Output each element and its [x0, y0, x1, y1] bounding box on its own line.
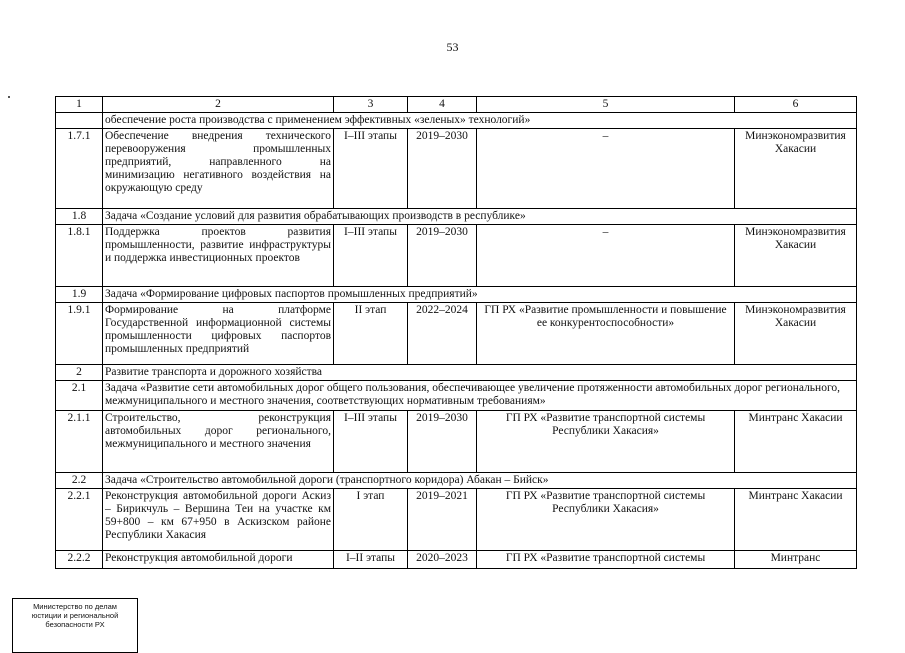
program-cell: – [477, 129, 735, 209]
executor-cell: Минэкономразвития Хакасии [735, 225, 857, 287]
scan-speck [8, 96, 10, 98]
stage-cell: I этап [334, 489, 408, 551]
measure-description-cell: Поддержка проектов развития промышленности, развитие инфраструктуры и поддержка инвестиционных проектов [103, 225, 334, 287]
header-cell-1: 1 [56, 97, 103, 113]
header-cell-3: 3 [334, 97, 408, 113]
executor-cell: Минтранс Хакасии [735, 411, 857, 473]
stamp-line-3: безопасности РХ [45, 620, 105, 629]
row-number-cell: 2.1 [56, 381, 103, 411]
stage-cell: I–III этапы [334, 411, 408, 473]
row-number-cell: 1.8 [56, 209, 103, 225]
table-row-measure [56, 303, 857, 365]
program-cell: ГП РХ «Развитие транспортной системы Республики Хакасия» [477, 411, 735, 473]
program-cell: ГП РХ «Развитие транспортной системы Республики Хакасия» [477, 489, 735, 551]
table-row-task [56, 113, 857, 129]
row-number-cell: 1.9.1 [56, 303, 103, 365]
row-number-cell: 2.2 [56, 473, 103, 489]
stage-cell: I–III этапы [334, 225, 408, 287]
years-cell: 2019–2030 [408, 225, 477, 287]
table-body [56, 97, 857, 569]
table-row-task [56, 209, 857, 225]
measure-description-cell: Реконструкция автомобильной дороги Аскиз – Бирикчуль – Вершина Теи на участке км 59+800 – км 67+950 в Аскизском районе Республики Хакасия [103, 489, 334, 551]
years-cell: 2022–2024 [408, 303, 477, 365]
task-title-cell: Задача «Развитие сети автомобильных дорог общего пользования, обеспечивающее увеличение протяженности автомобильных дорог регионального, межмуниципального и местного значения, соответствующих нормативным требованиям» [103, 381, 857, 411]
row-number-cell: 1.7.1 [56, 129, 103, 209]
row-number-cell: 2.2.2 [56, 551, 103, 569]
header-cell-5: 5 [477, 97, 735, 113]
table-row-task [56, 381, 857, 411]
years-cell: 2019–2021 [408, 489, 477, 551]
row-number-cell: 2 [56, 365, 103, 381]
executor-cell: Минэкономразвития Хакасии [735, 303, 857, 365]
years-cell: 2019–2030 [408, 411, 477, 473]
measures-table [55, 96, 857, 569]
task-title-cell: Задача «Формирование цифровых паспортов промышленных предприятий» [103, 287, 857, 303]
table-row-measure [56, 551, 857, 569]
executor-cell: Минтранс [735, 551, 857, 569]
stamp-line-2: юстиции и региональной [31, 611, 119, 620]
program-cell: ГП РХ «Развитие промышленности и повышение ее конкурентоспособности» [477, 303, 735, 365]
row-number-cell: 1.9 [56, 287, 103, 303]
executor-cell: Минэкономразвития Хакасии [735, 129, 857, 209]
stage-cell: I–II этапы [334, 551, 408, 569]
measure-description-cell: Реконструкция автомобильной дороги [103, 551, 334, 569]
measure-description-cell: Обеспечение внедрения технического перевооружения промышленных предприятий, направленного на минимизацию негативного воздействия на окружающую среду [103, 129, 334, 209]
years-cell: 2020–2023 [408, 551, 477, 569]
stamp-line-1: Министерство по делам [33, 602, 117, 611]
program-cell: – [477, 225, 735, 287]
table-row-task [56, 473, 857, 489]
header-cell-4: 4 [408, 97, 477, 113]
task-title-cell: Задача «Создание условий для развития обрабатывающих производств в республике» [103, 209, 857, 225]
task-title-cell: Развитие транспорта и дорожного хозяйства [103, 365, 857, 381]
executor-cell: Минтранс Хакасии [735, 489, 857, 551]
task-title-cell: обеспечение роста производства с применением эффективных «зеленых» технологий» [103, 113, 857, 129]
table-row-task [56, 287, 857, 303]
table-row-measure [56, 489, 857, 551]
table-row-measure [56, 129, 857, 209]
task-title-cell: Задача «Строительство автомобильной дороги (транспортного коридора) Абакан – Бийск» [103, 473, 857, 489]
table-header-row [56, 97, 857, 113]
row-number-cell: 1.8.1 [56, 225, 103, 287]
table-row-measure [56, 411, 857, 473]
registration-stamp [12, 598, 138, 653]
measure-description-cell: Строительство, реконструкция автомобильных дорог регионального, межмуниципального и местного значения [103, 411, 334, 473]
measure-description-cell: Формирование на платформе Государственной информационной системы промышленности цифровых паспортов промышленных предприятий [103, 303, 334, 365]
row-number-cell [56, 113, 103, 129]
table-row-task [56, 365, 857, 381]
header-cell-2: 2 [103, 97, 334, 113]
table-row-measure [56, 225, 857, 287]
header-cell-6: 6 [735, 97, 857, 113]
program-cell: ГП РХ «Развитие транспортной системы [477, 551, 735, 569]
stage-cell: I–III этапы [334, 129, 408, 209]
page-number: 53 [446, 40, 459, 54]
row-number-cell: 2.2.1 [56, 489, 103, 551]
stage-cell: II этап [334, 303, 408, 365]
years-cell: 2019–2030 [408, 129, 477, 209]
row-number-cell: 2.1.1 [56, 411, 103, 473]
